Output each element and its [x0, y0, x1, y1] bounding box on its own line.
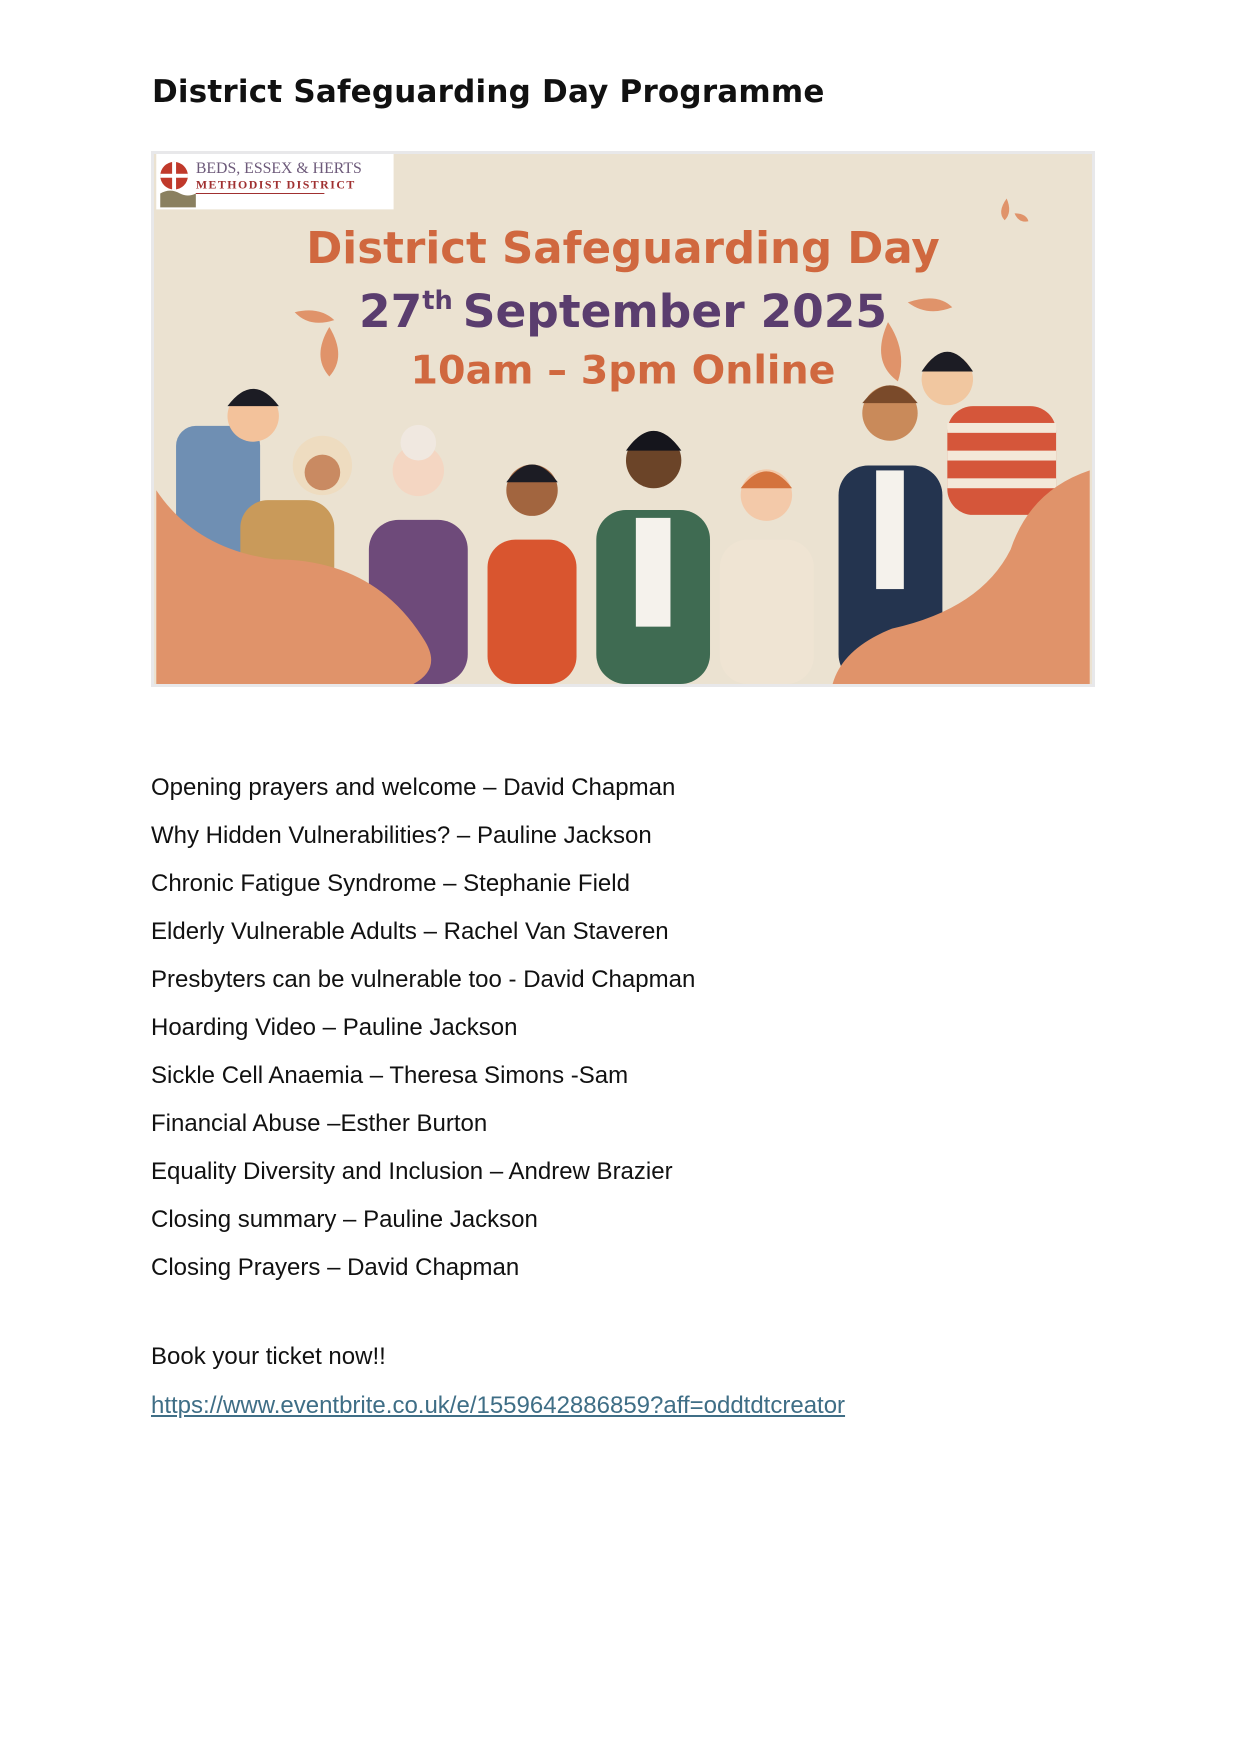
- programme-item: Chronic Fatigue Syndrome – Stephanie Field: [151, 870, 630, 897]
- programme-item: Closing summary – Pauline Jackson: [151, 1206, 538, 1233]
- logo-line-2: METHODIST DISTRICT: [195, 177, 356, 192]
- programme-item: Sickle Cell Anaemia – Theresa Simons -Sam: [151, 1062, 629, 1089]
- logo-line-1: BEDS, ESSEX & HERTS: [195, 159, 362, 177]
- programme-item: Presbyters can be vulnerable too - David Chapman: [151, 966, 696, 993]
- event-banner-image: [151, 151, 1095, 687]
- eventbrite-ticket-link[interactable]: https://www.eventbrite.co.uk/e/1559642886859?aff=oddtdtcreator: [151, 1392, 846, 1419]
- booking-cta: Book your ticket now!!: [151, 1343, 386, 1370]
- methodist-district-logo: [156, 154, 393, 209]
- programme-item: Financial Abuse –Esther Burton: [151, 1110, 488, 1137]
- banner-date: 27th September 2025: [358, 285, 888, 339]
- programme-item: Opening prayers and welcome – David Chapman: [151, 774, 676, 801]
- banner-time: 10am – 3pm Online: [410, 347, 836, 394]
- programme-item: Elderly Vulnerable Adults – Rachel Van Staveren: [151, 918, 669, 945]
- programme-list: [151, 764, 695, 1292]
- programme-item: Hoarding Video – Pauline Jackson: [151, 1014, 518, 1041]
- programme-item: Closing Prayers – David Chapman: [151, 1254, 520, 1281]
- programme-item: Equality Diversity and Inclusion – Andrew Brazier: [151, 1158, 673, 1185]
- programme-item: Why Hidden Vulnerabilities? – Pauline Jackson: [151, 822, 652, 849]
- banner-headline: District Safeguarding Day: [306, 223, 940, 274]
- page-title: District Safeguarding Day Programme: [152, 74, 825, 110]
